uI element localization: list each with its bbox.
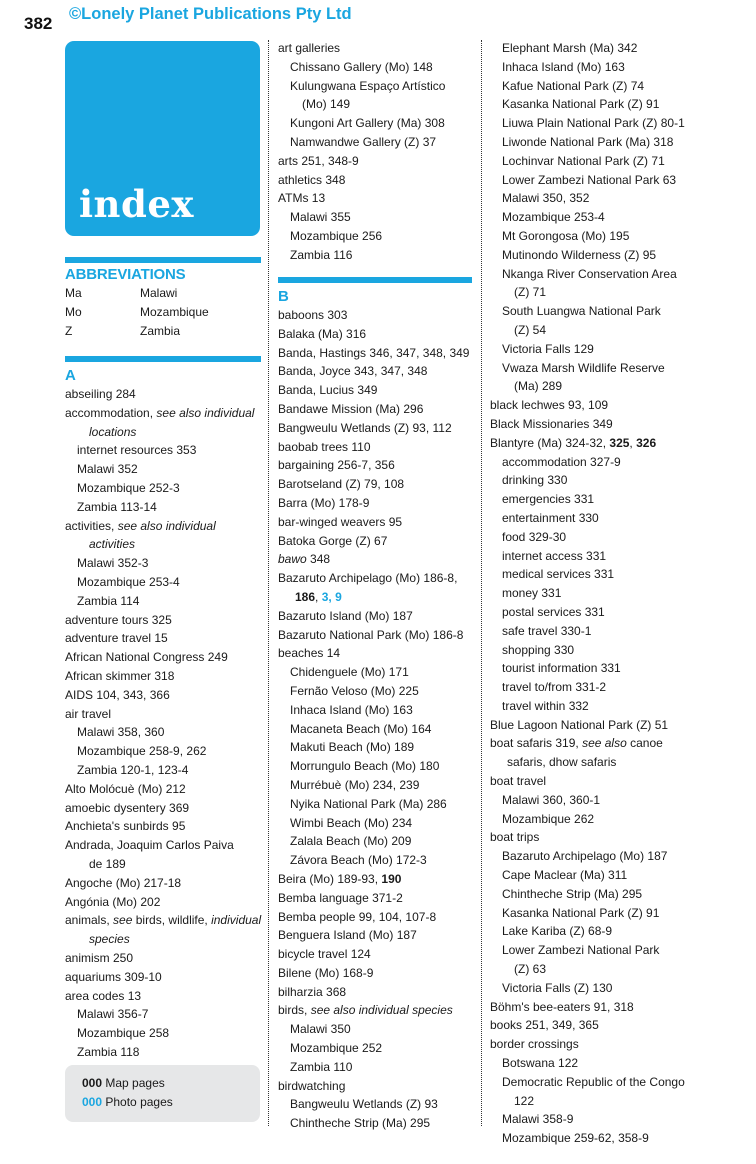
index-subentry: South Luangwa National Park (502, 304, 661, 319)
index-entry: athletics 348 (278, 172, 346, 187)
index-subentry: Inhaca Island (Mo) 163 (290, 702, 413, 717)
index-subentry: postal services 331 (502, 604, 605, 619)
index-subentry-continued: (Ma) 289 (514, 379, 563, 394)
index-subentry: Zambia 116 (290, 247, 353, 262)
index-subentry: food 329-30 (502, 529, 567, 544)
page-type-legend (65, 1065, 260, 1122)
abbreviations-title: ABBREVIATIONS (65, 266, 186, 283)
index-entry: aquariums 309-10 (65, 969, 162, 984)
index-subentry: Malawi 350, 352 (502, 191, 590, 206)
index-entry: Barra (Mo) 178-9 (278, 495, 370, 510)
index-subentry: internet resources 353 (77, 443, 197, 458)
index-subentry: Zambia 120-1, 123-4 (77, 762, 189, 777)
index-entry-continued: de 189 (89, 856, 126, 871)
index-entry: Bangweulu Wetlands (Z) 93, 112 (278, 420, 452, 435)
index-subentry: Závora Beach (Mo) 172-3 (290, 853, 427, 868)
index-subentry: Malawi 358-9 (502, 1112, 574, 1127)
index-column-1 (65, 356, 261, 1062)
index-entry: air travel (65, 706, 112, 721)
index-subentry-continued: (Z) 71 (514, 285, 547, 300)
index-entry-continued: activities (89, 537, 136, 552)
section-bar-a (65, 356, 261, 362)
index-entry: birds, see also individual species (278, 1003, 453, 1018)
index-subentry: Zambia 113-14 (77, 499, 157, 514)
index-entry: art galleries (278, 41, 341, 55)
index-subentry: Zambia 114 (77, 593, 140, 608)
legend-photo-pages: 000 Photo pages (82, 1095, 173, 1109)
index-subentry: Mozambique 252-3 (77, 480, 180, 495)
index-subentry: Mt Gorongosa (Mo) 195 (502, 228, 630, 243)
index-subentry: Malawi 352-3 (77, 556, 149, 571)
index-entry: AIDS 104, 343, 366 (65, 687, 170, 702)
index-entry: Black Missionaries 349 (490, 416, 613, 431)
abbreviation-code: Ma (65, 286, 82, 300)
index-subentry: Murrébuè (Mo) 234, 239 (290, 777, 420, 792)
index-column-2 (278, 39, 472, 265)
index-entry: baobab trees 110 (278, 439, 371, 454)
index-subentry: Kafue National Park (Z) 74 (502, 78, 645, 93)
abbreviation-name: Zambia (140, 323, 181, 338)
index-subentry: Macaneta Beach (Mo) 164 (290, 721, 432, 736)
index-entry: Bazaruto National Park (Mo) 186-8 (278, 627, 464, 642)
index-entry: accommodation, see also individual (65, 405, 255, 420)
index-entry: Banda, Hastings 346, 347, 348, 349 (278, 345, 470, 360)
index-entry: African National Congress 249 (65, 650, 228, 665)
section-letter-b: B (278, 288, 289, 305)
index-entry: Bemba people 99, 104, 107-8 (278, 909, 437, 924)
abbreviations-block (65, 257, 261, 340)
index-subentry: Mozambique 262 (502, 811, 595, 826)
index-subentry: Kasanka National Park (Z) 91 (502, 905, 660, 920)
index-subentry: Malawi 350 (290, 1022, 351, 1037)
index-entry: Banda, Lucius 349 (278, 383, 378, 398)
index-entry: Balaka (Ma) 316 (278, 326, 367, 341)
index-subentry: Elephant Marsh (Ma) 342 (502, 41, 638, 55)
index-entry: baboons 303 (278, 308, 348, 322)
index-subentry: Mozambique 252 (290, 1041, 383, 1056)
index-entry: bar-winged weavers 95 (278, 514, 403, 529)
index-subentry-continued: 122 (514, 1093, 535, 1108)
index-entry: Barotseland (Z) 79, 108 (278, 477, 405, 492)
index-entry: Bazaruto Archipelago (Mo) 186-8, (278, 571, 458, 586)
index-entry: activities, see also individual (65, 518, 216, 533)
abbreviation-row (65, 284, 261, 303)
index-entry: Bilene (Mo) 168-9 (278, 965, 374, 980)
index-entry: Batoka Gorge (Z) 67 (278, 533, 388, 548)
index-subentry: medical services 331 (502, 567, 615, 582)
index-subentry: internet access 331 (502, 548, 607, 563)
index-subentry: Kulungwana Espaço Artístico (290, 78, 446, 93)
index-entry: Benguera Island (Mo) 187 (278, 928, 417, 943)
index-entry: bilharzia 368 (278, 984, 347, 999)
index-entry: Blue Lagoon National Park (Z) 51 (490, 717, 669, 732)
index-subentry: Zalala Beach (Mo) 209 (290, 834, 412, 849)
index-entry: birdwatching (278, 1078, 346, 1093)
index-subentry: Morrungulo Beach (Mo) 180 (290, 759, 440, 774)
index-entry-continued: safaris, dhow safaris (507, 755, 617, 770)
index-entry: adventure tours 325 (65, 612, 172, 627)
index-entry: Bandawe Mission (Ma) 296 (278, 401, 424, 416)
index-subentry: Victoria Falls (Z) 130 (502, 980, 613, 995)
index-subentry: Malawi 352 (77, 462, 138, 477)
index-subentry: Namwandwe Gallery (Z) 37 (290, 134, 437, 149)
column-divider (268, 40, 269, 1126)
index-subentry: Kasanka National Park (Z) 91 (502, 97, 660, 112)
index-subentry: travel within 332 (502, 698, 589, 713)
index-entry: bawo 348 (278, 552, 331, 567)
index-column-3 (490, 39, 690, 1148)
index-subentry: Mozambique 258 (77, 1026, 170, 1041)
index-subentry: Mozambique 253-4 (502, 210, 605, 225)
index-subentry: Chintheche Strip (Ma) 295 (502, 886, 643, 901)
index-entry: animals, see birds, wildlife, individual (65, 913, 262, 928)
page-number: 382 (24, 14, 53, 33)
index-entry: area codes 13 (65, 988, 142, 1003)
index-subentry: Chintheche Strip (Ma) 295 (290, 1116, 431, 1131)
index-entry: ATMs 13 (278, 191, 326, 206)
index-entry: beaches 14 (278, 646, 341, 661)
legend-map-pages: 000 Map pages (82, 1076, 165, 1090)
index-subentry: Mozambique 253-4 (77, 574, 180, 589)
index-subentry-continued: (Z) 54 (514, 322, 547, 337)
index-column-2-section-b (278, 277, 472, 1133)
index-subentry: emergencies 331 (502, 492, 595, 507)
index-subentry: Kungoni Art Gallery (Ma) 308 (290, 116, 445, 131)
index-entry: adventure travel 15 (65, 631, 168, 646)
index-subentry: Lake Kariba (Z) 68-9 (502, 924, 613, 939)
index-subentry: Malawi 355 (290, 210, 351, 225)
index-subentry: money 331 (502, 586, 562, 601)
index-subentry: accommodation 327-9 (502, 454, 621, 469)
index-entry: books 251, 349, 365 (490, 1018, 599, 1033)
index-subentry: Malawi 358, 360 (77, 725, 165, 740)
index-entry: Beira (Mo) 189-93, 190 (278, 871, 402, 886)
index-entry: boat trips (490, 830, 540, 845)
index-subentry: travel to/from 331-2 (502, 680, 607, 695)
index-title: index (79, 182, 194, 226)
index-subentry: Lower Zambezi National Park 63 (502, 172, 677, 187)
index-entry: amoebic dysentery 369 (65, 800, 190, 815)
index-entry: abseiling 284 (65, 387, 136, 401)
index-subentry: Nyika National Park (Ma) 286 (290, 796, 447, 811)
index-entry: Blantyre (Ma) 324-32, 325, 326 (490, 435, 657, 450)
index-subentry: Lochinvar National Park (Z) 71 (502, 153, 665, 168)
abbreviation-row (65, 303, 261, 322)
index-entry: African skimmer 318 (65, 668, 175, 683)
index-entry: Alto Molócuè (Mo) 212 (65, 781, 186, 796)
index-entry: Bemba language 371-2 (278, 890, 403, 905)
abbreviations-bar (65, 257, 261, 263)
index-subentry: drinking 330 (502, 473, 568, 488)
index-subentry: Malawi 360, 360-1 (502, 792, 601, 807)
index-subentry-continued: (Mo) 149 (302, 97, 351, 112)
index-subentry: Mozambique 259-62, 358-9 (502, 1131, 649, 1146)
index-subentry: Zambia 118 (77, 1044, 140, 1059)
index-subentry: Botswana 122 (502, 1056, 579, 1071)
index-subentry: Zambia 110 (290, 1059, 353, 1074)
index-subentry: Cape Maclear (Ma) 311 (502, 868, 628, 883)
index-entry: Angónia (Mo) 202 (65, 894, 161, 909)
index-subentry: Lower Zambezi National Park (502, 943, 660, 958)
index-subentry: Makuti Beach (Mo) 189 (290, 740, 415, 755)
index-entry: boat safaris 319, see also canoe (490, 736, 663, 751)
index-entry: Böhm's bee-eaters 91, 318 (490, 999, 634, 1014)
index-subentry: tourist information 331 (502, 661, 621, 676)
index-banner (65, 41, 260, 236)
index-subentry: shopping 330 (502, 642, 575, 657)
index-subentry: Liuwa Plain National Park (Z) 80-1 (502, 116, 685, 131)
abbreviation-code: Mo (65, 304, 82, 319)
index-subentry: Liwonde National Park (Ma) 318 (502, 134, 674, 149)
index-entry: bicycle travel 124 (278, 947, 371, 962)
index-subentry: Malawi 356-7 (77, 1007, 149, 1022)
index-subentry: Inhaca Island (Mo) 163 (502, 59, 625, 74)
section-letter-a: A (65, 367, 76, 384)
index-subentry: Wimbi Beach (Mo) 234 (290, 815, 413, 830)
index-subentry: Mozambique 256 (290, 228, 383, 243)
index-entry: animism 250 (65, 950, 134, 965)
index-subentry: Democratic Republic of the Congo (502, 1074, 685, 1089)
index-entry: bargaining 256-7, 356 (278, 458, 395, 473)
abbreviation-row (65, 322, 261, 341)
index-subentry: safe travel 330-1 (502, 623, 592, 638)
index-subentry: Fernão Veloso (Mo) 225 (290, 683, 419, 698)
index-subentry-continued: (Z) 63 (514, 962, 547, 977)
index-entry: arts 251, 348-9 (278, 153, 359, 168)
column-divider (481, 40, 482, 1126)
index-entry: Angoche (Mo) 217-18 (65, 875, 182, 890)
index-entry: Banda, Joyce 343, 347, 348 (278, 364, 428, 379)
index-entry: Bazaruto Island (Mo) 187 (278, 608, 413, 623)
index-subentry: Victoria Falls 129 (502, 341, 594, 356)
section-bar-b (278, 277, 472, 283)
index-entry: border crossings (490, 1037, 579, 1052)
abbreviation-code: Z (65, 323, 73, 338)
index-subentry: entertainment 330 (502, 510, 599, 525)
index-subentry: Bangweulu Wetlands (Z) 93 (290, 1097, 438, 1112)
index-entry-continued: 186, 3, 9 (295, 589, 342, 604)
index-entry: Anchieta's sunbirds 95 (65, 819, 186, 834)
index-entry: black lechwes 93, 109 (490, 398, 609, 413)
index-subentry: Mozambique 258-9, 262 (77, 744, 207, 759)
index-entry-continued: species (89, 932, 130, 947)
copyright-notice: ©Lonely Planet Publications Pty Ltd (69, 5, 352, 23)
index-subentry: Chidenguele (Mo) 171 (290, 665, 409, 680)
index-entry: Andrada, Joaquim Carlos Paiva (65, 838, 234, 853)
abbreviation-name: Malawi (140, 286, 178, 300)
index-subentry: Bazaruto Archipelago (Mo) 187 (502, 849, 668, 864)
abbreviation-name: Mozambique (140, 304, 209, 319)
index-subentry: Chissano Gallery (Mo) 148 (290, 59, 433, 74)
index-subentry: Nkanga River Conservation Area (502, 266, 677, 281)
index-subentry: Mutinondo Wilderness (Z) 95 (502, 247, 657, 262)
index-entry: boat travel (490, 774, 547, 789)
index-subentry: Vwaza Marsh Wildlife Reserve (502, 360, 665, 375)
index-entry-continued: locations (89, 424, 137, 439)
